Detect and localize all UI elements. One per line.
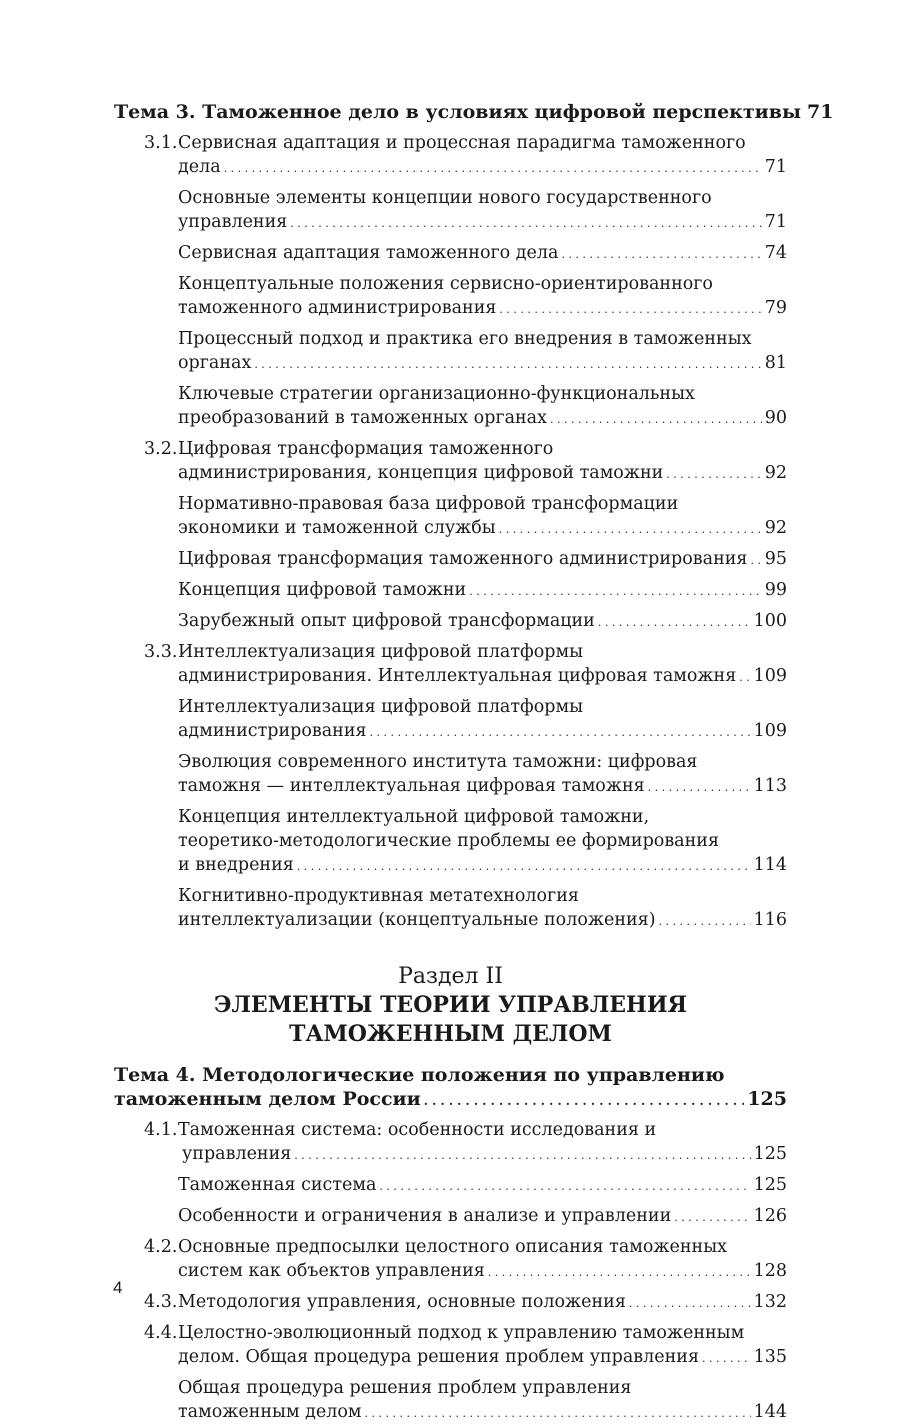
section-title-line2: систем как объектов управления xyxy=(178,1261,485,1281)
part-title-line2: ТАМОЖЕННЫМ ДЕЛОМ xyxy=(289,1021,612,1047)
toc-section-3-2[interactable] xyxy=(144,437,787,487)
dot-leader xyxy=(290,210,761,236)
subitem-title-line1: Основные элементы концепции нового государственного xyxy=(178,188,712,208)
topic-title-line1: Тема 4. Методологические положения по управлению xyxy=(114,1064,725,1086)
toc-section-4-2[interactable] xyxy=(144,1235,787,1285)
subitem-title-line1b: теоретико-методологические проблемы ее формирования xyxy=(178,831,719,851)
dot-leader xyxy=(666,461,761,487)
section-page: 109 xyxy=(753,666,787,686)
toc-topic-3[interactable] xyxy=(114,100,834,126)
toc-section-3-3[interactable] xyxy=(144,640,787,690)
dot-leader xyxy=(750,547,761,573)
subitem-page: 126 xyxy=(753,1206,787,1226)
section-title-line2: дела xyxy=(178,157,221,177)
subitem-page: 100 xyxy=(753,611,787,631)
part-label: Раздел II xyxy=(398,964,503,989)
dot-leader xyxy=(598,609,751,635)
subitem-title-line2: управления xyxy=(178,212,288,232)
section-title-line1: Интеллектуализация цифровой платформы xyxy=(178,642,584,662)
toc-subitem[interactable] xyxy=(178,1204,787,1230)
dot-leader xyxy=(550,406,762,432)
section-title-line2: управления xyxy=(182,1144,292,1164)
subitem-title: Цифровая трансформация таможенного администрирования xyxy=(178,549,748,569)
toc-subitem[interactable] xyxy=(178,1173,787,1199)
dot-leader xyxy=(488,1259,751,1285)
section-number: 3.1. xyxy=(144,133,178,153)
section-title-line2: делом. Общая процедура решения проблем управления xyxy=(178,1347,699,1367)
dot-leader xyxy=(469,578,762,604)
section-title-line2: администрирования, концепция цифровой таможни xyxy=(178,463,664,483)
toc-subitem[interactable] xyxy=(178,547,787,573)
subitem-page: 144 xyxy=(753,1402,787,1422)
subitem-title: Зарубежный опыт цифровой трансформации xyxy=(178,611,595,631)
toc-subitem[interactable] xyxy=(178,382,787,432)
topic-page: 125 xyxy=(747,1088,787,1110)
toc-subitem[interactable] xyxy=(178,578,787,604)
toc-subitem[interactable] xyxy=(178,327,787,377)
section-title-line2: администрирования. Интеллектуальная цифровая таможня xyxy=(178,666,737,686)
subitem-title-line2: экономики и таможенной службы xyxy=(178,518,496,538)
subitem-page: 92 xyxy=(764,518,787,538)
subitem-title-line1: Процессный подход и практика его внедрения в таможенных xyxy=(178,329,752,349)
subitem-title-line2: администрирования xyxy=(178,721,367,741)
dot-leader xyxy=(561,241,761,267)
section-title-line1: Таможенная система: особенности исследования и xyxy=(178,1120,657,1140)
subitem-title-line1: Концептуальные положения сервисно-ориентированного xyxy=(178,274,713,294)
table-of-contents xyxy=(114,100,834,1426)
section-title-line1: Сервисная адаптация и процессная парадигма таможенного xyxy=(178,133,746,153)
subitem-title: Особенности и ограничения в анализе и управлении xyxy=(178,1206,672,1226)
section-number: 4.3. xyxy=(144,1292,178,1312)
subitem-title-line2: таможенным делом xyxy=(178,1402,362,1422)
toc-subitem[interactable] xyxy=(178,750,787,800)
subitem-title-line1: Ключевые стратегии организационно-функциональных xyxy=(178,384,695,404)
section-page: 128 xyxy=(753,1261,787,1281)
subitem-title-line1: Эволюция современного института таможни: цифровая xyxy=(178,752,698,772)
dot-leader xyxy=(499,516,762,542)
dot-leader xyxy=(659,908,751,934)
dot-leader xyxy=(674,1204,750,1230)
toc-section-4-1[interactable] xyxy=(144,1118,787,1168)
subitem-page: 71 xyxy=(764,212,787,232)
subitem-title-line1: Общая процедура решения проблем управления xyxy=(178,1378,632,1398)
subitem-page: 74 xyxy=(764,243,787,263)
section-number: 4.1. xyxy=(144,1120,178,1140)
toc-section-4-3[interactable] xyxy=(144,1290,787,1316)
section-title-line1: Целостно-эволюционный подход к управлению таможенным xyxy=(178,1323,745,1343)
toc-subitem[interactable] xyxy=(178,695,787,745)
section-number: 3.3. xyxy=(144,642,178,662)
subitem-page: 113 xyxy=(753,776,787,796)
dot-leader xyxy=(739,664,750,690)
topic-page: 71 xyxy=(807,101,834,123)
dot-leader xyxy=(499,296,761,322)
dot-leader xyxy=(224,155,762,181)
topic-title: Тема 3. Таможенное дело в условиях цифровой перспективы xyxy=(114,101,802,123)
section-number: 4.4. xyxy=(144,1323,178,1343)
subitem-page: 81 xyxy=(764,353,787,373)
section-number: 4.2. xyxy=(144,1237,178,1257)
subitem-title-line1: Когнитивно-продуктивная метатехнология xyxy=(178,886,579,906)
subitem-title-line2: интеллектуализации (концептуальные положения) xyxy=(178,910,656,930)
subitem-title-line2: таможенного администрирования xyxy=(178,298,497,318)
toc-subitem[interactable] xyxy=(178,805,787,879)
page-number: 4 xyxy=(113,1278,123,1297)
toc-subitem[interactable] xyxy=(178,1376,787,1426)
subitem-page: 90 xyxy=(764,408,787,428)
toc-subitem[interactable] xyxy=(178,241,787,267)
subitem-page: 79 xyxy=(764,298,787,318)
dot-leader xyxy=(702,1345,751,1371)
section-title: Методология управления, основные положения xyxy=(178,1292,626,1312)
dot-leader xyxy=(254,351,761,377)
subitem-page: 125 xyxy=(753,1175,787,1195)
section-page: 92 xyxy=(764,463,787,483)
section-page: 125 xyxy=(753,1144,787,1164)
subitem-page: 95 xyxy=(764,549,787,569)
dot-leader xyxy=(424,1087,745,1113)
toc-subitem[interactable] xyxy=(178,884,787,934)
subitem-title-line1: Нормативно-правовая база цифровой трансформации xyxy=(178,494,679,514)
toc-section-4-4[interactable] xyxy=(144,1321,787,1371)
dot-leader xyxy=(370,719,751,745)
subitem-title-line2: преобразований в таможенных органах xyxy=(178,408,547,428)
topic-title-line2: таможенным делом России xyxy=(114,1088,421,1110)
subitem-title: Концепция цифровой таможни xyxy=(178,580,467,600)
subitem-page: 116 xyxy=(753,910,787,930)
subitem-title-line1: Концепция интеллектуальной цифровой таможни, xyxy=(178,807,650,827)
subitem-page: 109 xyxy=(753,721,787,741)
part-heading xyxy=(114,962,787,1049)
subitem-title-line2: органах xyxy=(178,353,252,373)
section-title-line1: Цифровая трансформация таможенного xyxy=(178,439,554,459)
subitem-title-line2: и внедрения xyxy=(178,855,294,875)
part-title-line1: ЭЛЕМЕНТЫ ТЕОРИИ УПРАВЛЕНИЯ xyxy=(213,992,688,1018)
subitem-page: 114 xyxy=(753,855,787,875)
section-page: 132 xyxy=(753,1292,787,1312)
toc-subitem[interactable] xyxy=(178,272,787,322)
dot-leader xyxy=(629,1290,751,1316)
section-page: 71 xyxy=(764,157,787,177)
section-page: 135 xyxy=(753,1347,787,1367)
section-title-line1: Основные предпосылки целостного описания таможенных xyxy=(178,1237,728,1257)
toc-subitem[interactable] xyxy=(178,609,787,635)
subitem-title: Таможенная система xyxy=(178,1175,377,1195)
subitem-page: 99 xyxy=(764,580,787,600)
dot-leader xyxy=(648,774,751,800)
subitem-title-line2: таможня — интеллектуальная цифровая таможня xyxy=(178,776,645,796)
dot-leader xyxy=(294,1142,750,1168)
section-number: 3.2. xyxy=(144,439,178,459)
toc-subitem[interactable] xyxy=(178,186,787,236)
dot-leader xyxy=(365,1400,751,1426)
subitem-title: Сервисная адаптация таможенного дела xyxy=(178,243,559,263)
toc-section-3-1[interactable] xyxy=(144,131,787,181)
dot-leader xyxy=(297,853,751,879)
toc-subitem[interactable] xyxy=(178,492,787,542)
subitem-title-line1: Интеллектуализация цифровой платформы xyxy=(178,697,584,717)
toc-topic-4[interactable] xyxy=(114,1063,787,1113)
dot-leader xyxy=(379,1173,750,1199)
